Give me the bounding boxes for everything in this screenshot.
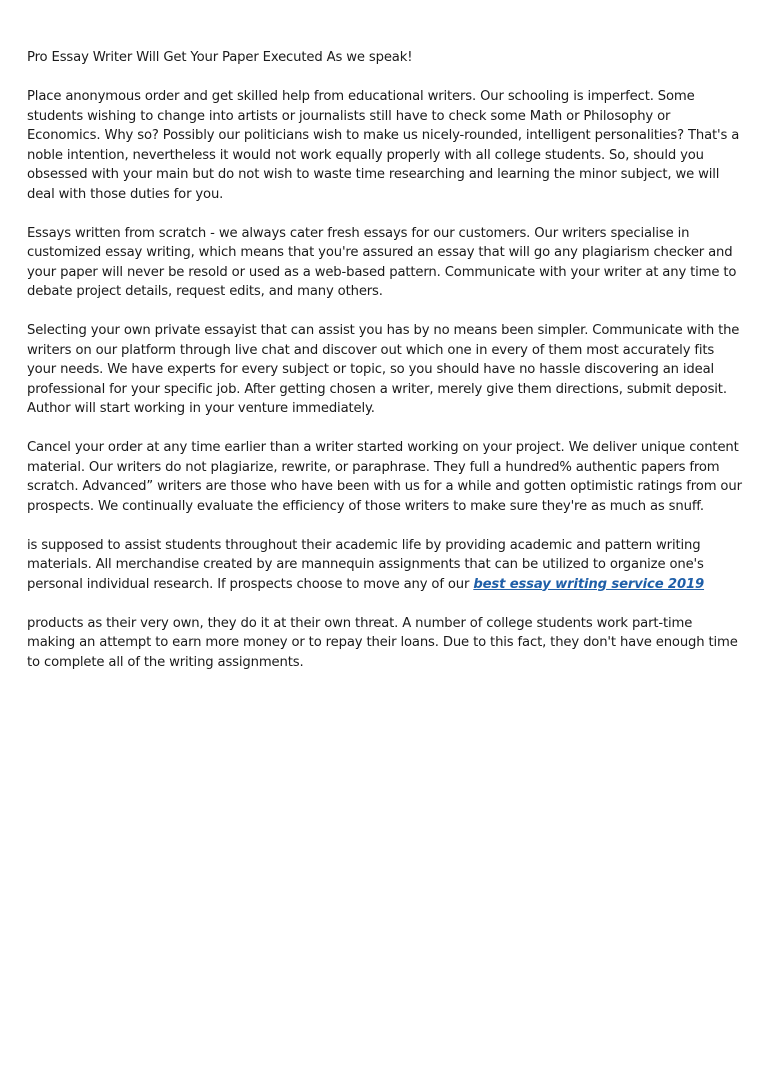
paragraph-anonymous-order: Place anonymous order and get skilled help from educational writers. Our schooling is imperfect. Some students wishing to change into artists or journalists still have to check some Math or Philosophy or Economics. Why so? Possibly our politicians wish to make us nicely-rounded, intelligent personalities? That's a noble intention, nevertheless it would not work equally properly with all college students. So, should you obsessed with your main but do not wish to waste time researching and learning the minor subject, we will deal with those duties for you. (27, 89, 740, 202)
link-paragraph-text: is supposed to assist students throughout their academic life by providing academic and pattern writing materials. All merchandise created by are mannequin assignments that can be utilized to organize one's personal individual research. If prospects choose to move any of our (27, 537, 704, 592)
paragraph-with-link (27, 536, 743, 595)
best-essay-service-link[interactable]: best essay writing service 2019 (473, 576, 705, 592)
paragraph-selecting-essayist: Selecting your own private essayist that can assist you has by no means been simpler. Communicate with the writers on our platform through live chat and discover out which one in every of them most accurately fits your needs. We have experts for every subject or topic, so you should have no hassle discovering an ideal professional for your specific job. After getting chosen a writer, merely give them directions, submit deposit. Author will start working in your venture immediately. (27, 323, 740, 416)
paragraph-final: products as their very own, they do it at their own threat. A number of college students work part-time making an attempt to earn more money or to repay their loans. Due to this fact, they don't have enough time to complete all of the writing assignments. (27, 615, 738, 670)
paragraph-essays-from-scratch: Essays written from scratch - we always cater fresh essays for our customers. Our writers specialise in customized essay writing, which means that you're assured an essay that will go any plagiarism checker and your paper will never be resold or used as a web-based pattern. Communicate with your writer at any time to debate project details, request edits, and many others. (27, 225, 737, 299)
paragraph-cancel-order: Cancel your order at any time earlier than a writer started working on your project. We deliver unique content material. Our writers do not plagiarize, rewrite, or paraphrase. They full a hundred% authentic papers from scratch. Advanced” writers are those who have been with us for a while and gotten optimistic ratings from our prospects. We continually evaluate the efficiency of those writers to make sure they're as much as snuff. (27, 440, 742, 514)
document-title: Pro Essay Writer Will Get Your Paper Executed As we speak! (27, 50, 413, 65)
document-page (27, 48, 743, 692)
